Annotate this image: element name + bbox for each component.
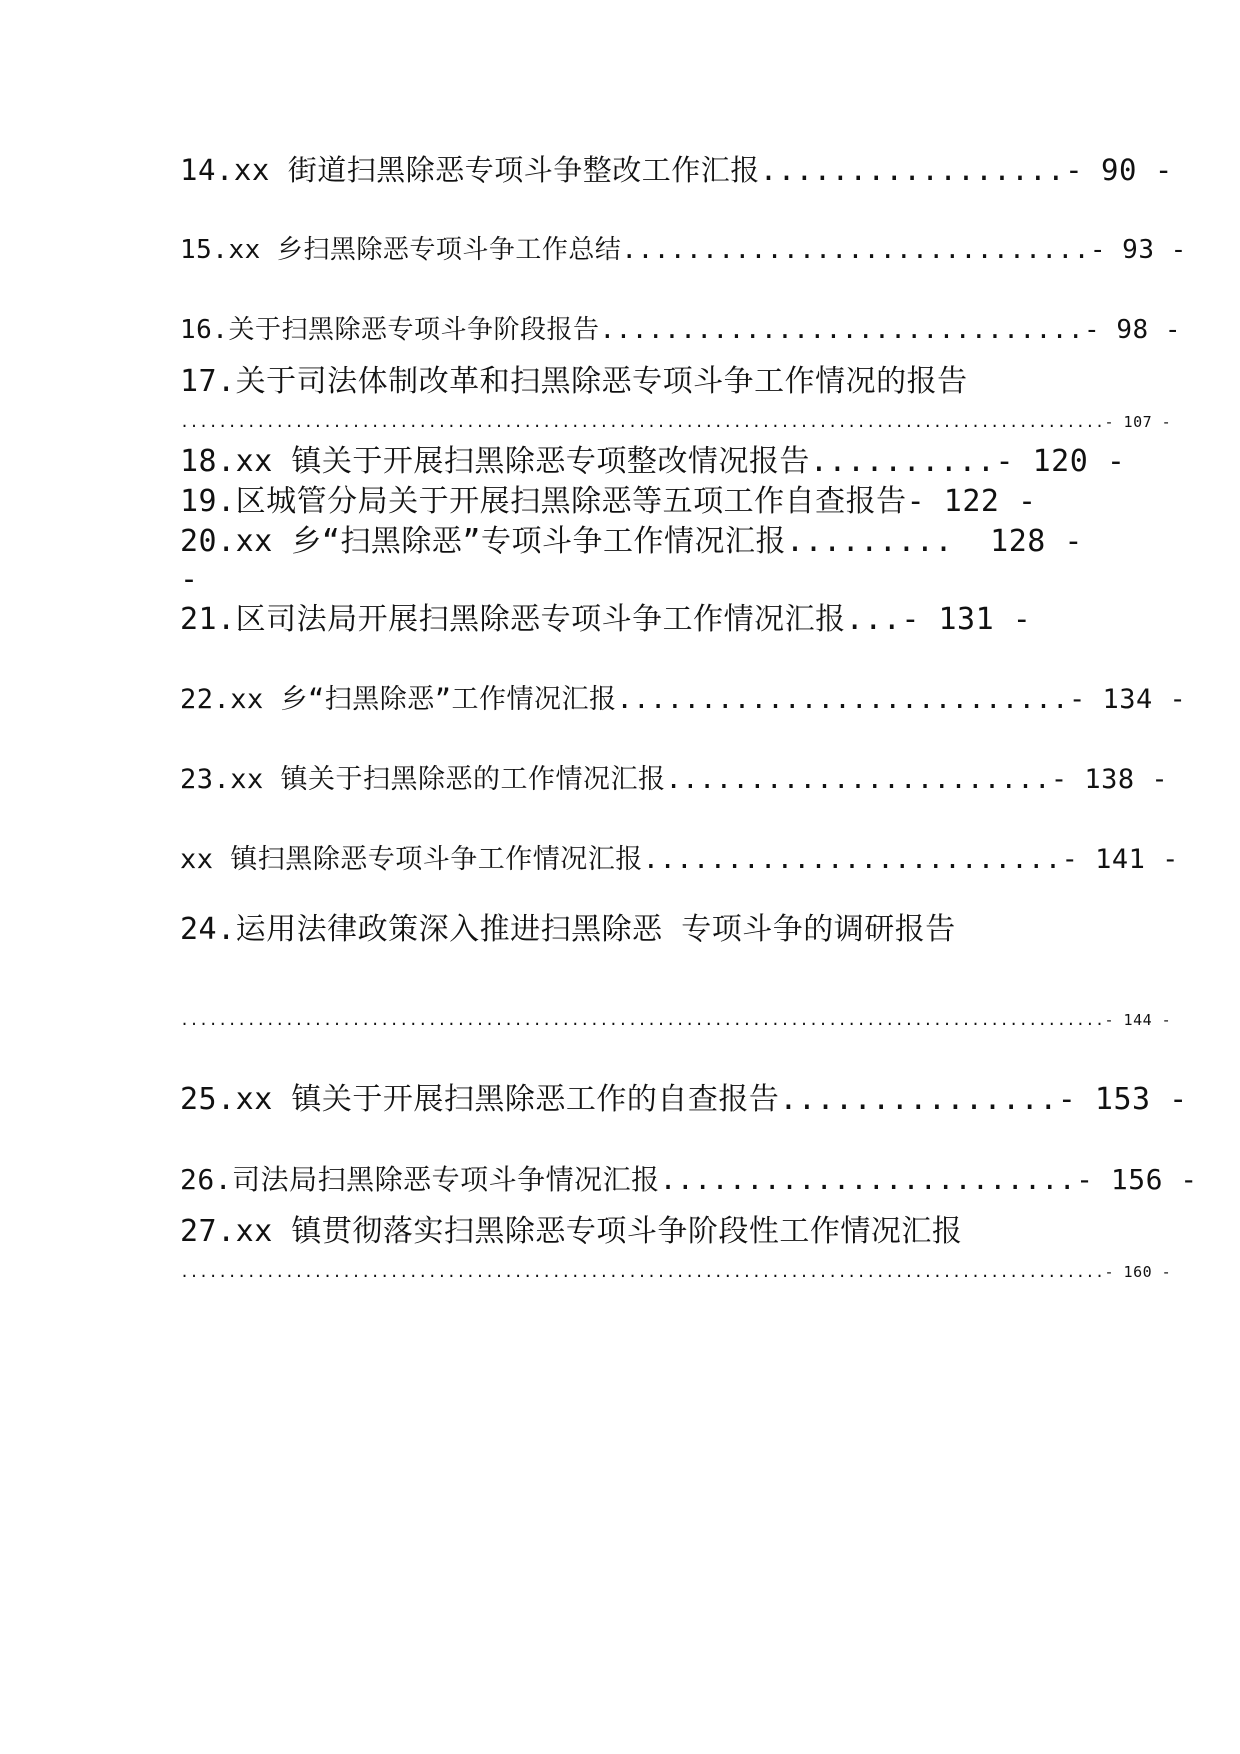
toc-entry-26: 26.司法局扫黑除恶专项斗争情况汇报........................- 156 - — [180, 1163, 1198, 1196]
toc-entry-23: 23.xx 镇关于扫黑除恶的工作情况汇报.......................- 138 - — [180, 764, 1169, 795]
toc-entry-22: 22.xx 乡“扫黑除恶”工作情况汇报...........................- 134 - — [180, 684, 1187, 715]
toc-entry-27-page: .................................................................................................- 160 - — [180, 1263, 1172, 1281]
toc-entry-27-title: 27.xx 镇贯彻落实扫黑除恶专项斗争阶段性工作情况汇报 — [180, 1214, 963, 1249]
toc-entry-21: 21.区司法局开展扫黑除恶专项斗争工作情况汇报...- 131 - — [180, 602, 1032, 637]
toc-entry-17-title: 17.关于司法体制改革和扫黑除恶专项斗争工作情况的报告 — [180, 364, 968, 399]
toc-entry-14: 14.xx 街道扫黑除恶专项斗争整改工作汇报.................- 90 - — [180, 153, 1173, 187]
toc-entry-15: 15.xx 乡扫黑除恶专项斗争工作总结.............................- 93 - — [180, 235, 1187, 265]
toc-entry-17-page: .................................................................................................- 107 - — [180, 413, 1172, 431]
toc-entry-18: 18.xx 镇关于开展扫黑除恶专项整改情况报告..........- 120 - — [180, 444, 1126, 479]
toc-entry-19: 19.区城管分局关于开展扫黑除恶等五项工作自查报告- 122 - — [180, 484, 1037, 519]
toc-entry-25: 25.xx 镇关于开展扫黑除恶工作的自查报告...............- 153 - — [180, 1082, 1188, 1117]
toc-entry-20: 20.xx 乡“扫黑除恶”专项斗争工作情况汇报......... 128 - — [180, 524, 1083, 559]
toc-entry-20-overflow: - — [180, 562, 199, 597]
toc-entry-16: 16.关于扫黑除恶专项斗争阶段报告..............................- 98 - — [180, 315, 1181, 345]
toc-entry-24-title: 24.运用法律政策深入推进扫黑除恶 专项斗争的调研报告 — [180, 912, 956, 947]
toc-entry-24-page: .................................................................................................- 144 - — [180, 1011, 1172, 1029]
toc-entry-23b: xx 镇扫黑除恶专项斗争工作情况汇报.........................- 141 - — [180, 844, 1179, 875]
